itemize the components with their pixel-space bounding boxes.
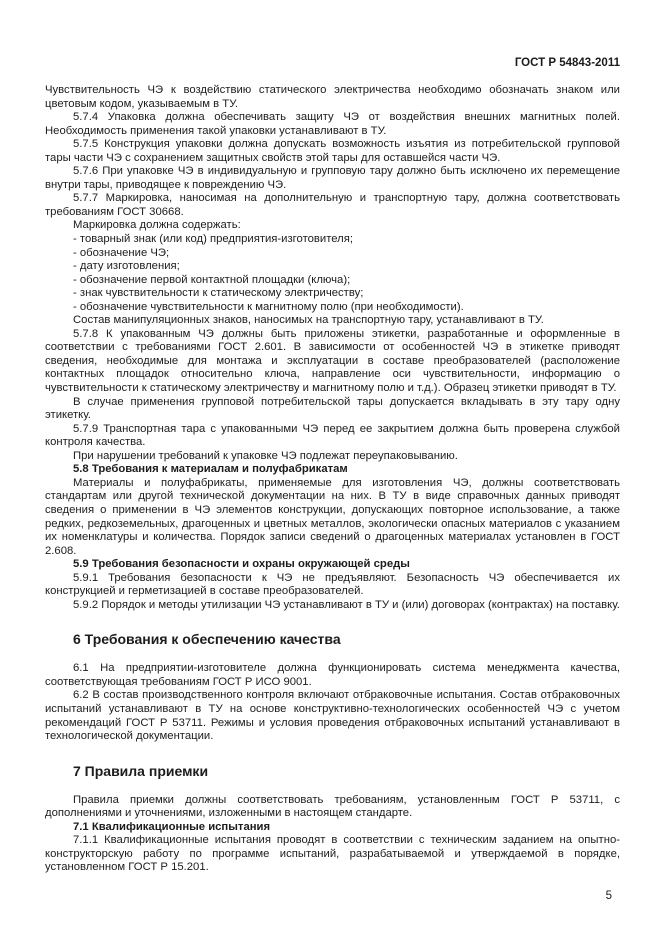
paragraph: Маркировка должна содержать: (73, 219, 241, 232)
paragraph: При нарушении требований к упаковке ЧЭ подлежат переупаковыванию. (73, 449, 458, 462)
paragraph: В случае применения групповой потребительской тары допускается вкладывать в эту тару одну этикетку. (45, 395, 620, 422)
subsection-heading: 5.8 Требования к материалам и полуфабрикатам (73, 463, 348, 476)
list-item: - обозначение чувствительности к магнитному полю (при необходимости). (73, 300, 464, 313)
document-header: ГОСТ Р 54843-2011 (514, 57, 620, 69)
subsection-heading: 5.9 Требования безопасности и охраны окружающей среды (73, 558, 410, 571)
paragraph: 5.7.7 Маркировка, наносимая на дополнительную и транспортную тару, должна соответствовать требованиям ГОСТ 30668. (45, 192, 620, 218)
paragraph: 5.7.5 Конструкция упаковки должна допускать возможность изъятия из потребительской групповой тары части ЧЭ с сохранением защитных свойств этой тары для оставшейся части ЧЭ. (45, 138, 620, 164)
subsection-heading: 7.1 Квалификационные испытания (73, 820, 271, 833)
paragraph: 5.9.2 Порядок и методы утилизации ЧЭ устанавливают в ТУ и (или) договорах (контрактах) на поставку. (73, 598, 620, 611)
paragraph: Правила приемки должны соответствовать требованиям, установленным ГОСТ Р 53711, с дополнениями и уточнениями, изложенными в настоящем стандарте. (45, 793, 620, 820)
list-item: - знак чувствительности к статическому электричеству; (73, 287, 364, 300)
list-item: - обозначение ЧЭ; (73, 246, 170, 259)
paragraph: 5.7.4 Упаковка должна обеспечивать защиту ЧЭ от воздействия внешних магнитных полей. Необходимость применения такой упаковки устанавливают в ТУ. (45, 111, 620, 137)
paragraph: Материалы и полуфабрикаты, применяемые для изготовления ЧЭ, должны соответствовать стандартам или другой технической документации на них. В ТУ в виде справочных данных приводят сведения о применении в ЧЭ элементов конструкции, допускающих повторное использование, а также редких, редкоземельных, драгоценных и цветных металлов, экологически опасных материалов с указанием их номенклатуры и количества. Порядок записи сведений о драгоценных материалах установлен в ГОСТ 2.608. (45, 476, 620, 557)
paragraph: 6.2 В состав производственного контроля включают отбраковочные испытания. Состав отбраковочных испытаний устанавливают в ТУ на основе конструктивно-технологических особенностей ЧЭ с учетом рекомендаций ГОСТ Р 53711. Режимы и условия проведения отбраковочных испытаний устанавливают в технологической документации. (45, 689, 620, 743)
paragraph: Чувствительность ЧЭ к воздействию статического электричества необходимо обозначать знаком или цветовым кодом, указываемым в ТУ. (45, 84, 620, 110)
section-heading: 7 Правила приемки (73, 762, 209, 779)
paragraph: 5.7.9 Транспортная тара с упакованными ЧЭ перед ее закрытием должна быть проверена службой контроля качества. (45, 422, 620, 449)
paragraph: 7.1.1 Квалификационные испытания проводят в соответствии с техническим заданием на опытно-конструкторскую работу по программе испытаний, разрабатываемой и утверждаемой в порядке, установленном ГОСТ Р 15.201. (45, 834, 620, 874)
page-number: 5 (605, 890, 612, 902)
section-heading: 6 Требования к обеспечению качества (73, 631, 341, 648)
paragraph: 5.7.6 При упаковке ЧЭ в индивидуальную и групповую тару должно быть исключено их перемещение внутри тары, приводящее к повреждению ЧЭ. (45, 165, 620, 191)
list-item: - дату изготовления; (73, 260, 180, 273)
paragraph: 5.7.8 К упакованным ЧЭ должны быть приложены этикетки, разработанные и оформленные в соответствии с требованиями ГОСТ 2.601. В зависимости от особенностей ЧЭ в этикетке приводят сведения, необходимые для монтажа и эксплуатации в составе преобразователей (расположение контактных площадок относительно ключа, направление оси чувствительности, информацию о чувствительности к статическому электричеству и магнитному полю и т.д.). Образец этикетки приводят в ТУ. (45, 327, 620, 395)
list-item: - обозначение первой контактной площадки (ключа); (73, 273, 351, 286)
list-item: - товарный знак (или код) предприятия-изготовителя; (73, 233, 354, 246)
paragraph: 5.9.1 Требования безопасности к ЧЭ не предъявляют. Безопасность ЧЭ обеспечивается их конструкцией и герметизацией в составе преобразователей. (45, 571, 620, 598)
paragraph: 6.1 На предприятии-изготовителе должна функционировать система менеджмента качества, соответствующая требованиям ГОСТ Р ИСО 9001. (45, 662, 620, 688)
document-body (45, 84, 620, 875)
paragraph: Состав манипуляционных знаков, наносимых на транспортную тару, устанавливают в ТУ. (73, 314, 544, 327)
